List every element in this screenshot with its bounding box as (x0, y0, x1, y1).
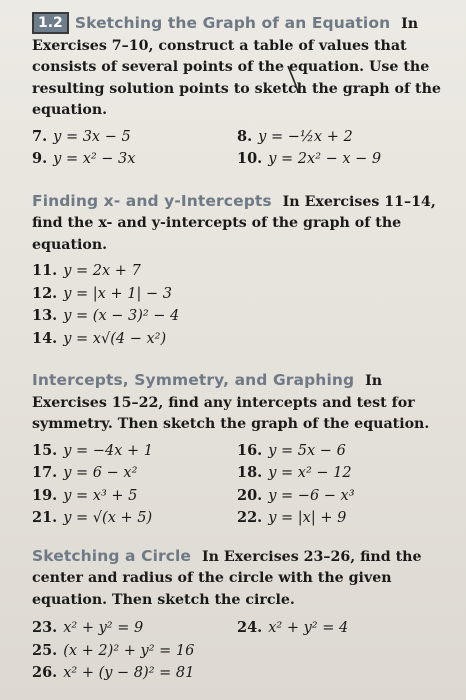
exercise-number: 7. (32, 127, 48, 145)
exercise-equation: y = √(x + 5) (63, 510, 153, 526)
exercise-list (32, 260, 454, 350)
exercise-list (32, 640, 454, 685)
section-intro (32, 370, 454, 436)
section-heading: Sketching a Circle (32, 546, 192, 565)
exercise-equation: y = |x| + 9 (268, 510, 347, 526)
exercise-number: 21. (32, 509, 58, 526)
exercise-equation: (x + 2)² + y² = 16 (63, 642, 195, 659)
exercise-number: 16. (237, 441, 263, 459)
exercise-item (32, 126, 237, 149)
exercise-number: 20. (237, 486, 263, 504)
exercise-item (32, 328, 454, 351)
section-intercepts (32, 191, 454, 351)
section-intro (32, 191, 454, 257)
exercise-number: 15. (32, 441, 58, 459)
section-intro (32, 546, 454, 612)
exercise-number: 11. (32, 262, 58, 279)
exercise-number: 25. (32, 641, 58, 659)
exercise-item (32, 440, 237, 463)
exercise-equation: y = |x + 1| − 3 (63, 285, 172, 302)
exercise-item (32, 260, 454, 283)
exercise-grid (32, 617, 454, 640)
exercise-number: 23. (32, 619, 58, 636)
exercise-number: 19. (32, 486, 58, 504)
exercise-number: 9. (32, 150, 48, 167)
exercise-equation: y = 5x − 6 (268, 442, 346, 459)
exercise-item (32, 617, 237, 640)
pen-mark (285, 64, 303, 94)
exercise-equation: y = −4x + 1 (63, 442, 153, 459)
exercise-equation: x² + y² = 9 (63, 620, 144, 636)
exercise-number: 17. (32, 464, 58, 481)
exercise-equation: y = (x − 3)² − 4 (63, 308, 180, 324)
exercise-item (237, 617, 427, 640)
exercise-grid (32, 440, 454, 530)
section-badge: 1.2 (32, 12, 69, 34)
exercise-equation: y = −½x + 2 (258, 128, 353, 145)
exercise-equation: y = x³ + 5 (63, 487, 138, 504)
exercise-item (237, 507, 427, 530)
exercise-item (237, 440, 427, 463)
section-instructions: In Exercises 15–22, find any intercepts and test for symmetry. Then sketch the graph of the equation. (32, 373, 430, 432)
section-intro (32, 12, 454, 122)
exercise-equation: y = x² − 12 (268, 465, 352, 481)
section-heading: Finding x- and y-Intercepts (32, 191, 272, 210)
exercise-equation: y = 2x + 7 (63, 263, 141, 279)
exercise-item (32, 305, 454, 328)
exercise-number: 26. (32, 664, 58, 681)
exercise-item (32, 485, 237, 508)
exercise-number: 14. (32, 329, 58, 347)
section-heading: Intercepts, Symmetry, and Graphing (32, 371, 355, 389)
exercise-number: 10. (237, 150, 263, 167)
exercise-equation: y = 2x² − x − 9 (268, 151, 382, 167)
section-heading: Sketching the Graph of an Equation (74, 14, 391, 32)
section-symmetry (32, 370, 454, 530)
exercise-number: 18. (237, 464, 263, 481)
exercise-equation: y = 6 − x² (63, 465, 138, 481)
exercise-equation: x² + (y − 8)² = 81 (63, 665, 195, 681)
exercise-item (32, 283, 454, 306)
exercise-equation: y = 3x − 5 (53, 128, 131, 145)
exercise-item (237, 126, 427, 149)
exercise-item (237, 148, 427, 171)
exercise-item (237, 485, 427, 508)
exercise-number: 24. (237, 619, 263, 636)
exercise-number: 12. (32, 284, 58, 302)
section-instructions: In Exercises 7–10, construct a table of values that consists of several points of the equation. Use the resulting solution points to sketch the graph of the equation. (32, 16, 441, 118)
exercise-item (237, 462, 427, 485)
section-instructions: In Exercises 23–26, find the center and radius of the circle with the given equation. Then sketch the circle. (32, 548, 422, 608)
exercise-item (32, 662, 454, 685)
exercise-equation: y = x² − 3x (53, 151, 136, 167)
section-instructions: In Exercises 11–14, find the x- and y-intercepts of the graph of the equation. (32, 193, 436, 253)
exercise-grid (32, 126, 454, 171)
exercise-item (32, 507, 237, 530)
exercise-item (32, 148, 237, 171)
exercise-number: 8. (237, 127, 253, 145)
exercise-equation: x² + y² = 4 (268, 620, 349, 636)
exercise-number: 13. (32, 307, 58, 324)
exercise-number: 22. (237, 509, 263, 526)
exercise-item (32, 462, 237, 485)
section-sketching-graph (32, 12, 454, 171)
exercise-equation: y = −6 − x³ (268, 487, 355, 504)
exercise-item (32, 640, 454, 663)
exercise-equation: y = x√(4 − x²) (63, 330, 167, 347)
section-circle (32, 546, 454, 685)
